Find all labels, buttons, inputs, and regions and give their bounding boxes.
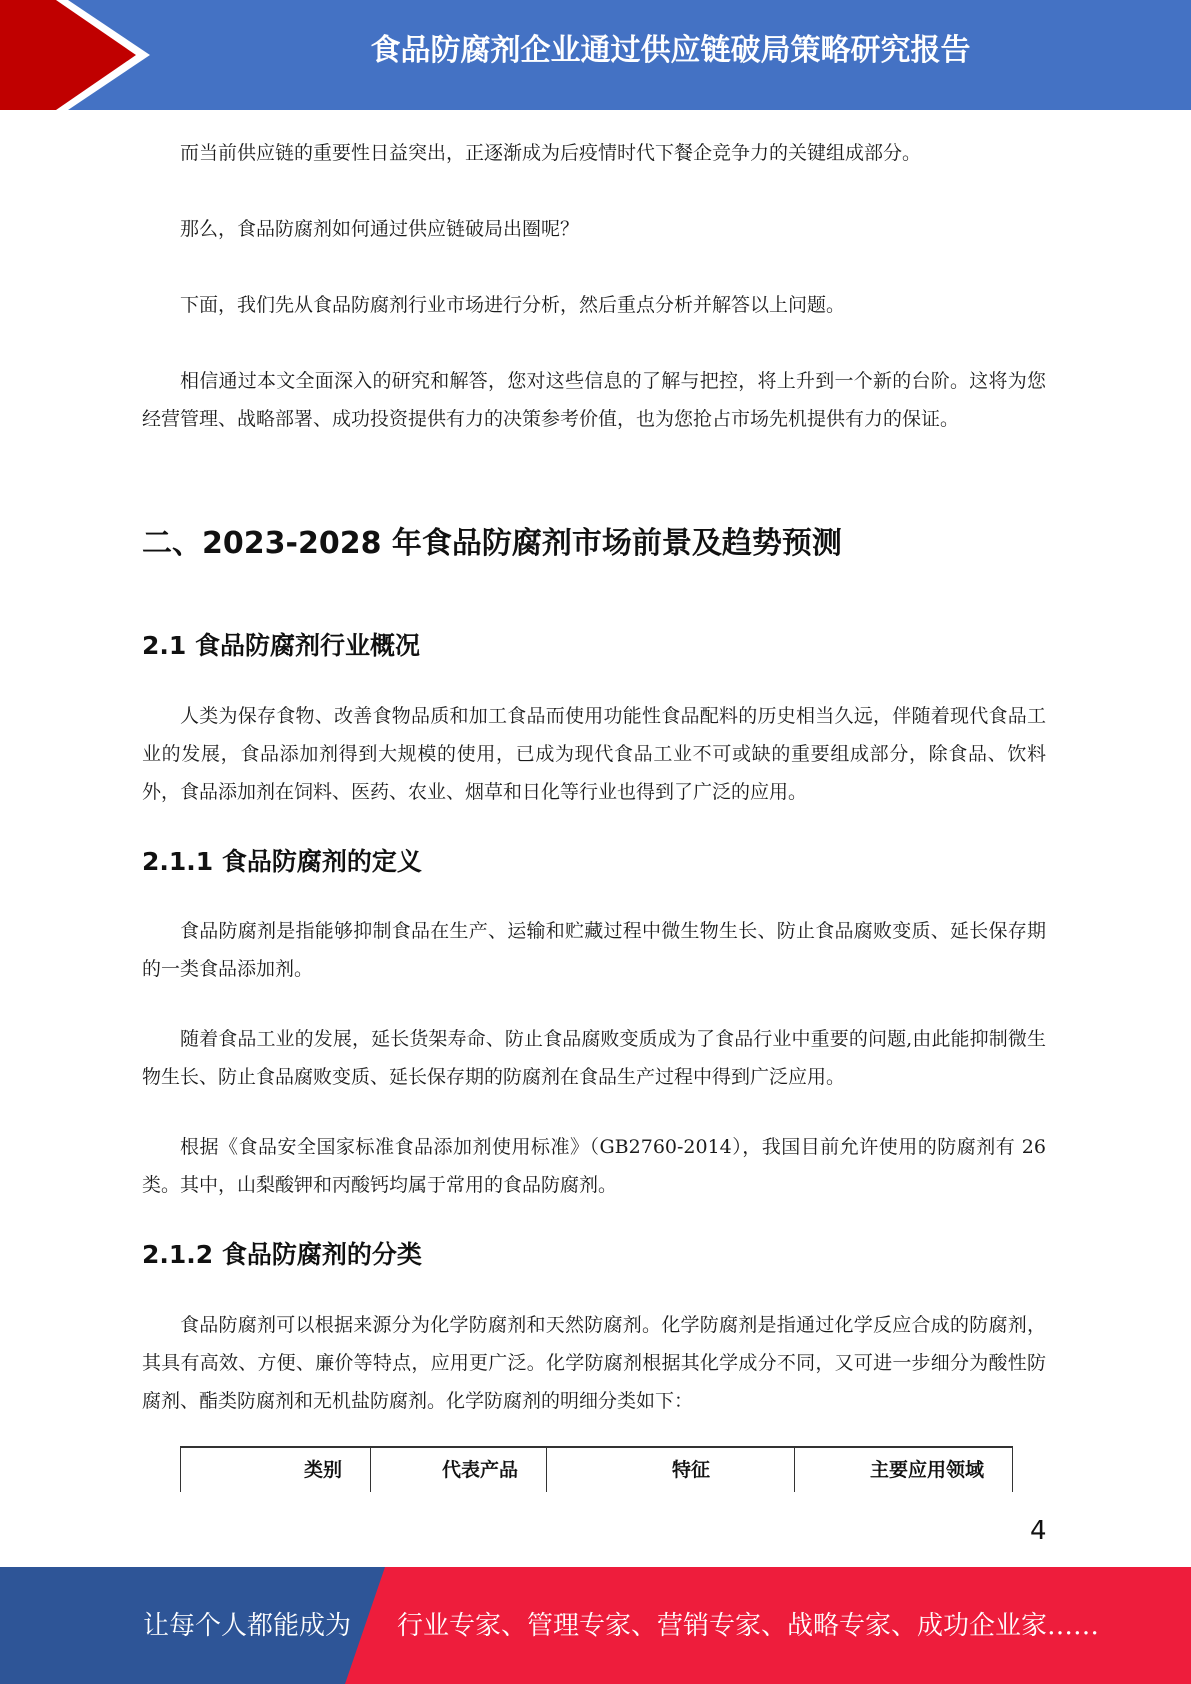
page-footer xyxy=(0,1567,1191,1684)
paragraph-intro-1: 而当前供应链的重要性日益突出，正逐渐成为后疫情时代下餐企竞争力的关键组成部分。 xyxy=(180,142,922,164)
paragraph-2-1: 人类为保存食物、改善食物品质和加工食品而使用功能性食品配料的历史相当久远，伴随着现代食品工业的发展，食品添加剂得到大规模的使用，已成为现代食品工业不可或缺的重要组成部分，除食品、饮料外，食品添加剂在饲料、医药、农业、烟草和日化等行业也得到了广泛的应用。 xyxy=(142,705,1046,803)
paragraph-intro-4: 相信通过本文全面深入的研究和解答，您对这些信息的了解与把控，将上升到一个新的台阶。这将为您经营管理、战略部署、成功投资提供有力的决策参考价值，也为您抢占市场先机提供有力的保证。 xyxy=(142,370,1046,430)
paragraph-intro-3: 下面，我们先从食品防腐剂行业市场进行分析，然后重点分析并解答以上问题。 xyxy=(180,294,846,316)
section-heading-2: 二、2023-2028 年食品防腐剂市场前景及趋势预测 xyxy=(142,526,842,561)
table-header-product: 代表产品 xyxy=(371,1447,547,1492)
section-heading-2-1: 2.1 食品防腐剂行业概况 xyxy=(142,631,420,660)
table-header-application: 主要应用领域 xyxy=(795,1447,1013,1492)
paragraph-2-1-1-b: 随着食品工业的发展，延长货架寿命、防止食品腐败变质成为了食品行业中重要的问题,由此能抑制微生物生长、防止食品腐败变质、延长保存期的防腐剂在食品生产过程中得到广泛应用。 xyxy=(142,1028,1046,1088)
table-header-category: 类别 xyxy=(181,1447,371,1492)
header-title: 食品防腐剂企业通过供应链破局策略研究报告 xyxy=(370,33,971,68)
section-heading-2-1-2: 2.1.2 食品防腐剂的分类 xyxy=(142,1240,422,1269)
classification-table xyxy=(180,1446,1013,1492)
table-header-row xyxy=(181,1447,1013,1492)
paragraph-2-1-2: 食品防腐剂可以根据来源分为化学防腐剂和天然防腐剂。化学防腐剂是指通过化学反应合成的防腐剂，其具有高效、方便、廉价等特点，应用更广泛。化学防腐剂根据其化学成分不同，又可进一步细分为酸性防腐剂、酯类防腐剂和无机盐防腐剂。化学防腐剂的明细分类如下： xyxy=(142,1314,1046,1412)
footer-slogan-right: 行业专家、管理专家、营销专家、战略专家、成功企业家…… xyxy=(397,1611,1100,1641)
paragraph-intro-2: 那么，食品防腐剂如何通过供应链破局出圈呢？ xyxy=(180,218,580,240)
paragraph-2-1-1-c: 根据《食品安全国家标准食品添加剂使用标准》（GB2760-2014），我国目前允许使用的防腐剂有 26 类。其中，山梨酸钾和丙酸钙均属于常用的食品防腐剂。 xyxy=(142,1136,1046,1196)
table-header-feature: 特征 xyxy=(547,1447,795,1492)
section-heading-2-1-1: 2.1.1 食品防腐剂的定义 xyxy=(142,847,422,876)
paragraph-2-1-1-a: 食品防腐剂是指能够抑制食品在生产、运输和贮藏过程中微生物生长、防止食品腐败变质、延长保存期的一类食品添加剂。 xyxy=(142,920,1046,980)
page-header xyxy=(0,0,1191,110)
page-number: 4 xyxy=(1030,1516,1047,1546)
footer-slogan-left: 让每个人都能成为 xyxy=(143,1611,352,1641)
